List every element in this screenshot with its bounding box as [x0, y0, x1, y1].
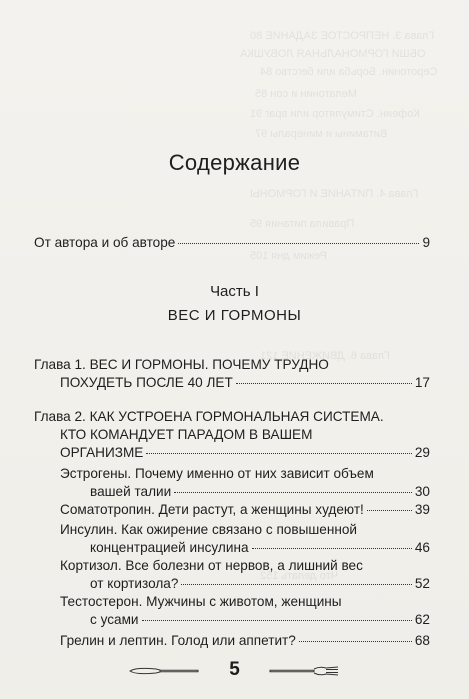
dot-leader [252, 548, 412, 549]
dot-leader [236, 383, 412, 384]
chapter1-line1[interactable]: Глава 1. ВЕС И ГОРМОНЫ. ПОЧЕМУ ТРУДНО [34, 357, 329, 372]
toc-entry-ghrelin[interactable] [60, 632, 430, 649]
dot-leader [178, 243, 419, 244]
toc-entry-label: вашей талии [90, 484, 172, 499]
toc-entry-chapter1[interactable] [60, 374, 430, 391]
fork-icon [268, 664, 340, 678]
toc-entry-somatotropin[interactable] [60, 501, 430, 518]
chapter2-line2[interactable]: КТО КОМАНДУЕТ ПАРАДОМ В ВАШЕМ [60, 427, 313, 442]
toc-page-number: 68 [414, 633, 430, 648]
section-testosterone-line1[interactable]: Тестостерон. Мужчины с животом, женщины [60, 594, 342, 609]
toc-entry-label: Грелин и лептин. Голод или аппетит? [60, 633, 296, 648]
toc-entry-label: концентрацией инсулина [90, 540, 249, 555]
toc-entry-insulin[interactable] [90, 539, 430, 556]
dot-leader [146, 453, 412, 454]
dot-leader [299, 641, 412, 642]
toc-entry-testosterone[interactable] [90, 611, 430, 628]
part-label: Часть I [210, 283, 259, 300]
toc-entry-cortisol[interactable] [90, 575, 430, 592]
toc-entry-label: с усами [90, 612, 139, 627]
toc-entry-label: Соматотропин. Дети растут, а женщины худеют! [60, 502, 364, 517]
page-title: Содержание [168, 150, 301, 175]
toc-page-number: 52 [414, 576, 430, 591]
chapter2-line1[interactable]: Глава 2. КАК УСТРОЕНА ГОРМОНАЛЬНАЯ СИСТЕМА. [34, 409, 384, 424]
page-number: 5 [229, 659, 240, 680]
dot-leader [142, 620, 412, 621]
toc-entry-intro[interactable] [34, 234, 430, 251]
dot-leader [174, 492, 412, 493]
dot-leader [181, 584, 411, 585]
toc-page-number: 9 [422, 235, 430, 250]
section-insulin-line1[interactable]: Инсулин. Как ожирение связано с повышенной [60, 522, 357, 537]
toc-entry-chapter2[interactable] [60, 444, 430, 461]
toc-entry-label: ПОХУДЕТЬ ПОСЛЕ 40 ЛЕТ [60, 375, 233, 390]
dot-leader [367, 510, 412, 511]
toc-page-number: 30 [414, 484, 430, 499]
section-cortisol-line1[interactable]: Кортизол. Все болезни от нервов, а лишний вес [60, 558, 363, 573]
toc-page-number: 39 [414, 502, 430, 517]
toc-page-number: 46 [414, 540, 430, 555]
toc-entry-label: ОРГАНИЗМЕ [60, 445, 144, 460]
toc-entry-label: От автора и об авторе [34, 235, 176, 250]
toc-entry-estrogen[interactable] [90, 483, 430, 500]
section-estrogen-line1[interactable]: Эстрогены. Почему именно от них зависит объем [60, 466, 374, 481]
toc-page-number: 29 [414, 445, 430, 460]
toc-entry-label: от кортизола? [90, 576, 179, 591]
toc-page-number: 17 [414, 375, 430, 390]
part-title: ВЕС И ГОРМОНЫ [167, 307, 302, 324]
toc-page-number: 62 [414, 612, 430, 627]
book-page: Глава 3. НЕПРОСТОЕ ЗАДАНИЕ 80 ОБШИ ГОРМОНАЛЬНАЯ ЛОВУШКА Серотонин. Борьба или бегство 84 Мелатонин и сон 85 Кофеин. Стимулятор или враг 91 Витамины и минералы 97 Глава 4. ПИТАНИЕ И ГОРМОНЫ Правила питания 95 Режим дня 105 Глава 6. ДВИЖЕНИЕ 121 Что делать 152 Содержание От автора и об авторе 9 Часть I ВЕС И ГОРМОНЫ Глава 1. ВЕС И ГОРМОНЫ. ПОЧЕМУ ТРУДНО ПОХУДЕТЬ ПОСЛЕ 40 ЛЕТ 17 Глава 2. КАК УСТРОЕНА ГОРМОНАЛЬНАЯ СИСТЕМА. КТО КОМАНДУЕТ ПАРАДОМ В ВАШЕМ ОРГАНИЗМЕ 29 Эстрогены. Почему именно от них зависит объем вашей талии 30 Соматотропин. Дети растут, а женщины худеют! 39 Инсулин. Как ожирение связано с повышенной концентрацией инсулина 46 Кортизол. Все болезни от нервов, а лишний вес от кортизола? 52 Тестостерон. Мужчины с животом, женщины с усами 62 Грелин и лептин. Голод или аппетит? 68 5 [0, 0, 469, 699]
